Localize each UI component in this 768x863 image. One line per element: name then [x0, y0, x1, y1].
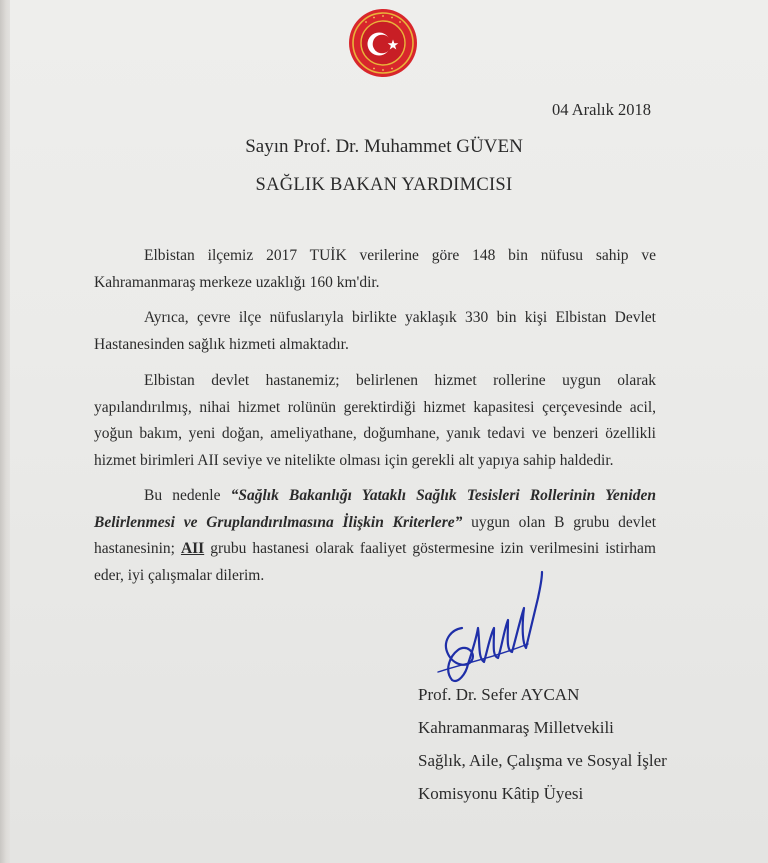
signature-block — [418, 678, 667, 810]
signatory-role: Kahramanmaraş Milletvekili — [418, 718, 614, 737]
signatory-position: Komisyonu Kâtip Üyesi — [418, 784, 584, 803]
addressee: Sayın Prof. Dr. Muhammet GÜVEN — [245, 136, 523, 157]
letter-date: 04 Aralık 2018 — [552, 100, 651, 119]
paragraph-4-mid: uygun olan B grubu devlet hastanesinin; — [94, 513, 656, 557]
paragraph-3 — [94, 368, 656, 474]
criteria-quote: “Sağlık Bakanlığı Yataklı Sağlık Tesisleri Rollerinin Yeniden Belirlenmesi ve Gruplandırılmasına İlişkin Kriterlere” — [94, 487, 656, 531]
signatory-commission: Sağlık, Aile, Çalışma ve Sosyal İşler — [418, 751, 667, 770]
paragraph-2-text: Ayrıca, çevre ilçe nüfuslarıyla birlikte yaklaşık 330 bin kişi Elbistan Devlet Hastanesinden sağlık hizmeti almaktadır. — [94, 309, 656, 353]
paragraph-4-intro: Bu nedenle — [144, 487, 231, 504]
paragraph-1-text: Elbistan ilçemiz 2017 TUİK verilerine göre 148 bin nüfusu sahip ve Kahramanmaraş merkeze uzaklığı 160 km'dir. — [94, 247, 656, 291]
paragraph-4-end: grubu hastanesi olarak faaliyet göstermesine izin verilmesini istirham eder, iyi çalışmalar dilerim. — [94, 540, 656, 584]
signatory-name: Prof. Dr. Sefer AYCAN — [418, 685, 580, 704]
addressee-title: SAĞLIK BAKAN YARDIMCISI — [255, 175, 513, 195]
parliament-seal-icon — [348, 8, 418, 78]
group-label: AII — [180, 540, 205, 557]
paragraph-4 — [94, 483, 656, 589]
paragraph-2 — [94, 305, 656, 358]
handwritten-signature — [432, 558, 552, 686]
paragraph-3-text: Elbistan devlet hastanemiz; belirlenen hizmet rollerine uygun olarak yapılandırılmış, nihai hizmet rolünün gerektirdiği hizmet kapasitesi çerçevesinde acil, yoğun bakım, yeni doğan, ameliyathane, doğumhane, yanık tedavi ve benzeri özellikli hizmet birimleri AII seviye ve nitelikte olması için gerekli alt yapıya sahip haldedir. — [94, 372, 656, 469]
paragraph-1 — [94, 243, 656, 296]
